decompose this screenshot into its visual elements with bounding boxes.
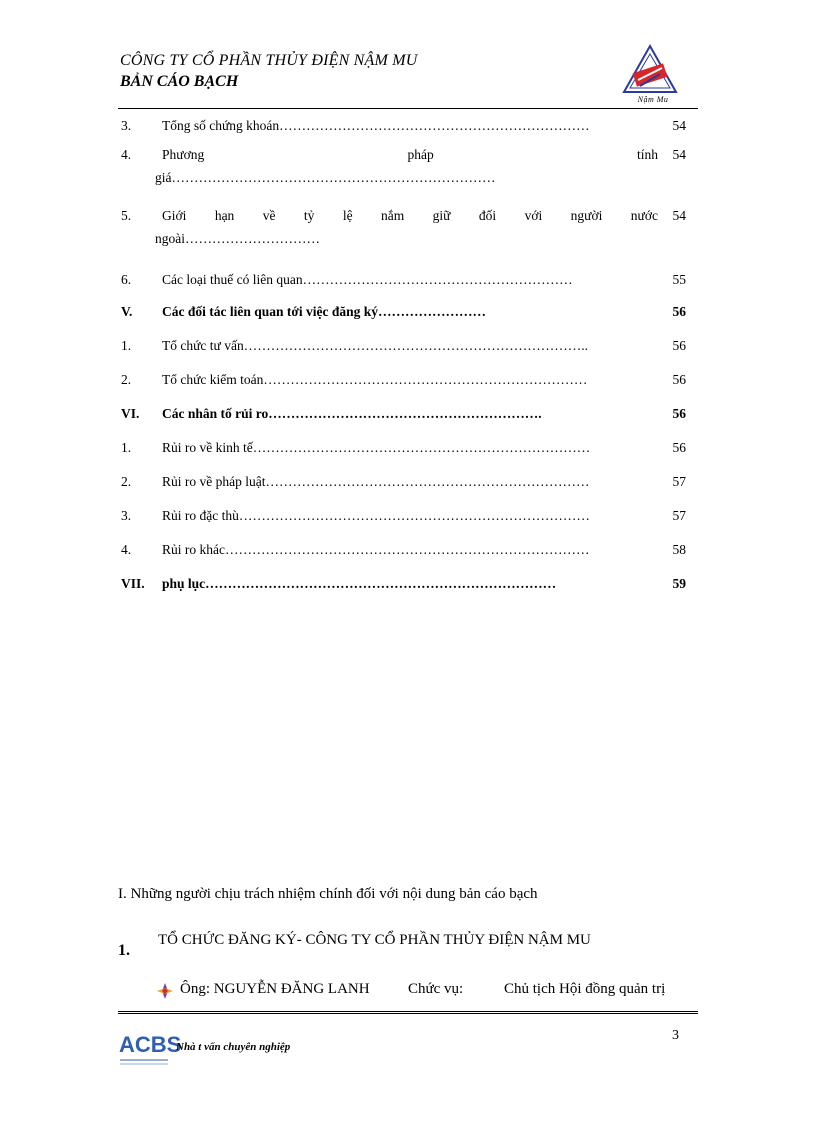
toc-title: Tổng số chứng khoán……………………………………………………………	[162, 118, 590, 133]
footer-rule	[118, 1011, 698, 1014]
toc-row	[118, 542, 698, 566]
position-label: Chức vụ:	[408, 981, 464, 997]
toc-row	[118, 508, 698, 532]
toc-title: Rủi ro khác………………………………………………………………………	[162, 542, 590, 557]
svg-text:ACBS: ACBS	[119, 1032, 182, 1057]
toc-row	[118, 208, 698, 252]
toc-number: 4.	[121, 147, 132, 162]
toc-row	[118, 440, 698, 464]
toc-row	[118, 147, 698, 191]
header-document-title: BẢN CÁO BẠCH	[120, 73, 239, 90]
toc-title-continuation: giá………………………………………………………………	[155, 170, 496, 185]
toc-title: Rủi ro về kinh tế…………………………………………………………………	[162, 440, 591, 455]
organization-number: 1.	[118, 942, 130, 959]
toc-number: VI.	[121, 406, 140, 421]
page-number: 3	[672, 1028, 679, 1043]
toc-number: 2.	[121, 474, 132, 489]
toc-row	[118, 118, 698, 142]
toc-number: 2.	[121, 372, 132, 387]
toc-title: Tổ chức kiểm toán………………………………………………………………	[162, 372, 588, 387]
logo-caption: Nậm Mu	[637, 95, 669, 104]
toc-title: phụ lục……………………………………………………………………	[162, 576, 557, 591]
toc-number: 3.	[121, 118, 132, 133]
toc-section-row	[118, 576, 698, 600]
toc-section-row	[118, 304, 698, 328]
toc-page: 58	[672, 542, 686, 557]
toc-row	[118, 372, 698, 396]
toc-section-row	[118, 406, 698, 430]
toc-title: Tổ chức tư vấn…………………………………………………………………..	[162, 338, 588, 353]
toc-page: 56	[672, 406, 686, 421]
toc-page: 54	[672, 118, 686, 133]
toc-row	[118, 474, 698, 498]
toc-title: Rủi ro đặc thù……………………………………………………………………	[162, 508, 590, 523]
toc-page: 57	[672, 508, 686, 523]
diamond-bullet-icon	[156, 982, 174, 1000]
footer-slogan: Nhà t vấn chuyên nghiệp	[176, 1041, 291, 1053]
toc-number: 4.	[121, 542, 132, 557]
toc-page: 56	[672, 304, 686, 319]
header-company-name: CÔNG TY CỔ PHẦN THỦY ĐIỆN NẬM MU	[120, 52, 418, 69]
toc-row	[118, 338, 698, 362]
position-value: Chủ tịch Hội đồng quản trị	[504, 981, 666, 997]
toc-page: 56	[672, 440, 686, 455]
toc-number: V.	[121, 304, 133, 319]
acbs-logo-icon	[118, 1020, 182, 1072]
toc-number: VII.	[121, 576, 145, 591]
toc-page: 56	[672, 338, 686, 353]
toc-number: 5.	[121, 208, 132, 223]
toc-page: 57	[672, 474, 686, 489]
toc-page: 56	[672, 372, 686, 387]
toc-number: 3.	[121, 508, 132, 523]
toc-title-continuation: ngoài…………………………	[155, 231, 320, 246]
toc-number: 1.	[121, 440, 132, 455]
toc-number: 6.	[121, 272, 132, 287]
toc-title: Các đối tác liên quan tới việc đăng ký……………………	[162, 304, 486, 319]
toc-page: 54	[672, 208, 686, 223]
responsible-person	[156, 981, 701, 1001]
section-heading: I. Những người chịu trách nhiệm chính đối với nội dung bản cáo bạch	[118, 886, 538, 902]
toc-page: 55	[672, 272, 686, 287]
toc-title: Giới hạn về tỷ lệ nắm giữ đối với người nước	[162, 208, 658, 223]
toc-number: 1.	[121, 338, 132, 353]
header-rule	[118, 108, 698, 109]
toc-page: 59	[672, 576, 686, 591]
toc-title: Rủi ro về pháp luật………………………………………………………………	[162, 474, 590, 489]
organization-title: TỔ CHỨC ĐĂNG KÝ- CÔNG TY CỔ PHẦN THỦY ĐIỆN NẬM MU	[158, 932, 591, 948]
person-name: Ông: NGUYỄN ĐĂNG LANH	[180, 981, 370, 997]
toc-title: Phương pháp tính	[162, 147, 658, 162]
toc-row	[118, 272, 698, 296]
toc-page: 54	[672, 147, 686, 162]
toc-title: Các nhân tố rủi ro…………………………………………………….	[162, 406, 542, 421]
toc-title: Các loại thuế có liên quan……………………………………………………	[162, 272, 573, 287]
